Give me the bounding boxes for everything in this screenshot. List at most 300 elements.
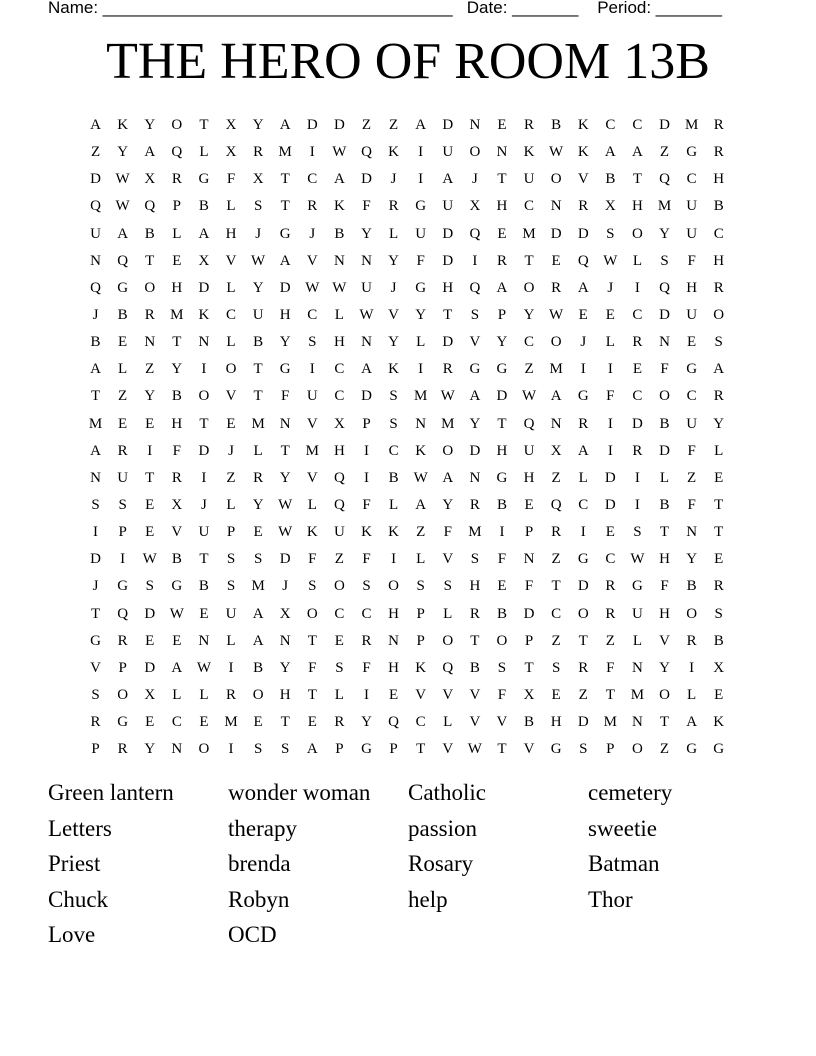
grid-row [82,546,732,573]
grid-cell: G [686,741,698,758]
grid-cell: N [496,144,508,161]
grid-cell: F [687,497,696,514]
grid-cell: F [687,442,696,459]
grid-cell: D [90,171,101,188]
grid-cell: T [416,741,426,758]
grid-cell: C [713,225,724,242]
grid-cell: T [524,252,534,269]
grid-cell: Z [361,117,372,134]
word-list [48,780,768,958]
grid-cell: U [225,605,237,622]
grid-cell: B [90,334,101,351]
grid-cell: X [333,415,345,432]
grid-cell: S [145,578,154,595]
grid-cell: T [497,741,507,758]
grid-cell: L [388,497,399,514]
grid-cell: N [361,334,372,351]
grid-cell: S [226,578,236,595]
grid-cell: R [117,741,128,758]
grid-cell: Z [416,524,426,541]
grid-cell: N [388,632,399,649]
grid-cell: E [145,497,155,514]
grid-cell: S [118,497,127,514]
grid-cell: O [198,741,210,758]
grid-cell: A [496,279,508,296]
grid-cell: E [118,334,128,351]
grid-cell: M [441,415,455,432]
grid-cell: V [388,307,399,324]
grid-row [82,655,732,682]
grid-cell: A [632,144,643,161]
grid-cell: F [606,659,615,676]
grid-cell: V [469,687,481,704]
grid-cell: B [388,469,399,486]
grid-cell: I [418,144,424,161]
grid-cell: V [90,659,101,676]
grid-cell: W [467,741,482,758]
grid-cell: Y [713,415,725,432]
grid-cell: H [496,442,508,459]
grid-cell: Y [388,334,399,351]
grid-cell: A [171,659,183,676]
grid-cell: T [280,171,290,188]
grid-cell: F [443,524,452,541]
grid-cell: L [226,198,236,215]
grid-cell: M [522,225,536,242]
grid-cell: U [90,225,101,242]
grid-cell: S [606,225,615,242]
grid-cell: O [442,442,454,459]
grid-cell: G [279,225,291,242]
grid-cell: P [389,741,398,758]
grid-cell: Q [171,144,183,161]
grid-cell: K [577,117,589,134]
grid-cell: E [253,714,263,731]
grid-cell: B [496,605,507,622]
grid-cell: I [418,171,424,188]
grid-cell: T [253,388,263,405]
grid-cell: X [225,117,237,134]
grid-cell: Z [90,144,101,161]
grid-cell: A [577,442,589,459]
grid-cell: X [604,198,616,215]
grid-cell: P [606,741,615,758]
grid-cell: T [90,388,101,405]
grid-cell: I [120,551,126,568]
grid-cell: V [306,252,318,269]
grid-cell: C [605,551,616,568]
grid-cell: T [307,632,317,649]
grid-cell: I [689,659,695,676]
grid-cell: I [147,442,153,459]
grid-cell: G [198,171,210,188]
grid-cell: S [470,551,480,568]
grid-cell: U [117,469,129,486]
grid-cell: D [442,334,454,351]
grid-cell: A [415,497,427,514]
grid-cell: Z [551,469,561,486]
grid-cell: H [279,307,291,324]
grid-cell: I [201,361,207,378]
grid-cell: R [605,605,616,622]
grid-cell: P [172,198,181,215]
grid-cell: F [362,198,371,215]
grid-cell: Z [388,117,399,134]
word-list-item: Robyn [228,886,290,912]
grid-cell: H [388,605,399,622]
grid-cell: N [90,469,101,486]
grid-cell: R [226,687,237,704]
grid-cell: P [362,415,371,432]
grid-cell: W [359,307,374,324]
grid-cell: D [659,117,670,134]
grid-cell: S [226,551,236,568]
grid-cell: R [469,497,480,514]
grid-cell: H [713,171,725,188]
grid-cell: P [524,524,534,541]
grid-cell: U [686,198,698,215]
grid-cell: I [634,279,640,296]
grid-cell: U [523,442,535,459]
grid-cell: R [307,198,318,215]
grid-cell: O [713,307,725,324]
grid-row [82,112,732,139]
grid-cell: M [251,578,265,595]
grid-row [82,221,732,248]
grid-cell: R [496,252,507,269]
grid-cell: W [115,171,130,188]
grid-cell: I [418,361,424,378]
grid-cell: N [632,714,643,731]
grid-cell: T [90,605,101,622]
grid-cell: Q [469,279,481,296]
grid-cell: S [551,659,561,676]
grid-row [82,709,732,736]
grid-cell: E [307,714,317,731]
grid-cell: O [632,225,643,242]
grid-cell: Q [117,605,129,622]
grid-cell: K [523,144,535,161]
grid-cell: Q [469,225,481,242]
grid-cell: A [604,144,616,161]
grid-cell: S [389,388,398,405]
grid-cell: A [415,117,427,134]
grid-row [82,411,732,438]
grid-cell: B [253,659,264,676]
grid-cell: W [142,551,157,568]
grid-cell: E [145,415,155,432]
grid-cell: T [497,415,507,432]
grid-cell: Y [144,388,156,405]
grid-cell: W [332,279,347,296]
grid-cell: C [361,605,372,622]
grid-cell: L [687,687,697,704]
grid-cell: S [281,741,290,758]
grid-cell: O [659,687,670,704]
grid-cell: V [225,252,237,269]
grid-cell: E [551,687,561,704]
grid-cell: F [497,551,507,568]
grid-cell: L [632,632,642,649]
grid-cell: H [469,578,481,595]
grid-cell: D [361,388,372,405]
grid-cell: F [362,497,371,514]
grid-row [82,465,732,492]
grid-cell: I [472,252,478,269]
grid-cell: H [225,225,237,242]
grid-cell: V [496,714,508,731]
grid-cell: L [253,442,263,459]
grid-row [82,193,732,220]
grid-cell: D [333,117,345,134]
grid-cell: R [713,144,724,161]
grid-row [82,166,732,193]
grid-cell: S [714,334,723,351]
grid-cell: B [171,551,182,568]
grid-cell: G [279,361,291,378]
grid-cell: L [443,714,453,731]
page-title: THE HERO OF ROOM 13B [106,33,710,90]
grid-cell: C [307,171,318,188]
grid-cell: S [579,741,588,758]
grid-cell: F [362,551,371,568]
grid-cell: N [279,415,291,432]
grid-cell: B [713,632,724,649]
grid-cell: R [144,307,155,324]
word-list-item: Batman [588,851,660,876]
grid-cell: V [442,741,454,758]
grid-cell: T [307,687,317,704]
grid-row [82,275,732,302]
grid-cell: T [172,334,182,351]
grid-cell: N [632,659,643,676]
grid-cell: Y [659,659,670,676]
grid-cell: R [90,714,101,731]
grid-cell: M [630,687,645,704]
grid-cell: N [550,198,562,215]
grid-cell: L [118,361,128,378]
grid-cell: Y [279,659,291,676]
grid-cell: H [171,279,183,296]
grid-cell: S [497,659,507,676]
grid-cell: O [442,632,454,649]
grid-cell: R [632,442,643,459]
grid-cell: Y [361,225,372,242]
grid-cell: F [660,361,669,378]
grid-cell: L [199,144,209,161]
grid-cell: C [524,198,535,215]
grid-cell: Y [523,307,535,324]
grid-cell: X [713,659,725,676]
grid-cell: E [226,415,236,432]
grid-cell: B [334,225,345,242]
word-list-item: wonder woman [228,780,371,805]
grid-cell: M [549,361,563,378]
grid-cell: S [335,659,344,676]
grid-cell: G [117,279,129,296]
grid-cell: M [468,524,482,541]
grid-cell: B [686,578,697,595]
grid-cell: K [361,524,372,541]
grid-cell: N [659,334,670,351]
grid-cell: T [524,659,534,676]
grid-cell: V [442,551,454,568]
word-list-item: brenda [228,851,291,876]
grid-cell: T [145,469,155,486]
grid-cell: F [226,171,236,188]
grid-cell: K [198,307,210,324]
grid-cell: L [416,551,426,568]
grid-cell: H [659,551,670,568]
grid-cell: R [117,632,128,649]
grid-cell: X [279,605,291,622]
grid-cell: T [199,117,209,134]
grid-cell: G [415,198,427,215]
grid-cell: Y [659,225,670,242]
grid-cell: E [388,687,399,704]
grid-cell: T [605,687,615,704]
grid-cell: S [714,605,723,622]
grid-cell: W [413,469,428,486]
grid-cell: W [332,144,347,161]
grid-cell: O [388,578,399,595]
grid-cell: R [713,578,724,595]
grid-cell: R [578,415,589,432]
grid-cell: E [524,497,534,514]
grid-cell: I [499,524,505,541]
grid-row [82,682,732,709]
grid-cell: T [280,714,290,731]
grid-cell: G [496,361,508,378]
grid-cell: C [334,605,345,622]
grid-cell: N [198,632,210,649]
grid-cell: O [523,279,535,296]
grid-cell: O [198,388,210,405]
grid-cell: H [686,279,698,296]
grid-cell: R [578,198,589,215]
word-list-item: passion [408,815,477,841]
grid-cell: M [305,442,319,459]
grid-cell: U [686,307,698,324]
grid-cell: U [415,225,427,242]
grid-cell: L [226,497,236,514]
grid-cell: T [443,307,453,324]
grid-cell: B [605,171,616,188]
grid-cell: A [333,171,345,188]
grid-cell: K [388,524,399,541]
grid-cell: Y [279,469,291,486]
grid-row [82,519,732,546]
grid-row [82,736,732,763]
grid-cell: G [117,714,129,731]
grid-cell: H [171,415,183,432]
grid-cell: D [90,551,101,568]
grid-cell: J [201,497,207,514]
grid-cell: H [496,198,508,215]
grid-cell: A [469,388,481,405]
grid-cell: D [659,442,670,459]
grid-cell: L [172,687,182,704]
grid-cell: B [198,578,209,595]
grid-cell: G [117,578,129,595]
grid-cell: B [144,225,155,242]
grid-cell: F [281,388,290,405]
grid-cell: L [443,605,453,622]
grid-cell: F [362,659,371,676]
grid-cell: H [523,469,535,486]
grid-cell: C [686,171,697,188]
word-list-item: Catholic [408,780,486,805]
grid-cell: M [684,117,699,134]
grid-cell: J [92,307,99,324]
grid-cell: H [279,687,291,704]
grid-cell: Y [144,741,156,758]
grid-cell: Q [442,659,454,676]
grid-cell: G [686,361,698,378]
grid-cell: A [90,442,101,459]
grid-cell: A [713,361,725,378]
grid-cell: X [171,497,183,514]
grid-cell: M [224,714,238,731]
grid-cell: V [659,632,670,649]
grid-cell: A [198,225,210,242]
word-list-item: OCD [228,922,277,947]
grid-cell: O [632,741,643,758]
grid-cell: V [469,714,481,731]
grid-cell: S [660,252,669,269]
grid-cell: C [632,388,643,405]
grid-cell: I [363,442,369,459]
grid-cell: N [469,469,481,486]
grid-cell: B [117,307,128,324]
grid-cell: T [659,714,670,731]
grid-cell: G [469,361,481,378]
grid-cell: M [414,388,428,405]
grid-cell: I [93,524,99,541]
grid-cell: O [659,388,670,405]
grid-cell: A [279,117,291,134]
word-list-item: Rosary [408,851,474,876]
grid-cell: W [440,388,455,405]
grid-cell: R [361,632,372,649]
grid-cell: C [551,605,562,622]
grid-cell: X [469,198,481,215]
grid-cell: C [632,307,643,324]
grid-cell: L [659,469,670,486]
grid-cell: L [388,225,399,242]
grid-cell: O [333,578,345,595]
grid-cell: B [253,334,264,351]
grid-cell: A [252,632,264,649]
grid-cell: N [90,252,101,269]
grid-cell: H [333,334,345,351]
grid-cell: Z [226,469,236,486]
grid-cell: U [686,415,698,432]
grid-cell: Q [577,252,589,269]
grid-cell: Q [144,198,156,215]
grid-cell: N [361,252,372,269]
grid-cell: W [115,198,130,215]
word-list-item: help [408,886,448,912]
grid-cell: L [226,334,236,351]
grid-cell: S [308,334,317,351]
grid-cell: N [523,551,535,568]
grid-cell: O [171,117,183,134]
grid-cell: Q [550,497,562,514]
grid-cell: L [714,442,724,459]
grid-cell: V [225,388,237,405]
grid-cell: T [470,632,480,649]
